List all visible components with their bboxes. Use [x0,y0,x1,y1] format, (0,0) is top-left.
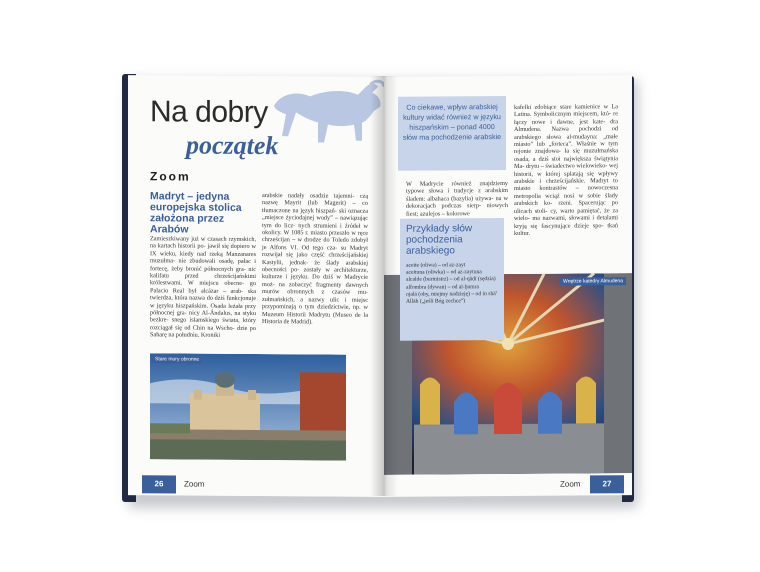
example-item: aceituna (oliwka) – od az-zaytuna [406,269,482,276]
left-page [128,75,384,497]
right-column-2: kafelki zdobiące stare kamienice w La Latina. Symbolicznym miejscem, któ- re łączy nowe i dawne, jest kate- dra Almudena. Nazwa pochodzi od arabskiego słowa al-mudayna: „małe miasto” lub „forteca”. Właśnie w tym rejonie znajdowa- ła się muzułmańska osada, a dziś stoi największa świątynia Ma- drytu – świadectwo wielowieko- wej historii, w której splatają się wpływy arabskie i chrześcijańskie. Madryt to miasto kontrastów – nowoczesna metropolia wciąż nosi w sobie ślady arabskich ko- rzeni. Spacerując po ulicach stoli- cy, warto pamiętać, że za wielo- ma nazwami, słowami i detalami kryją się fascynujące dzieje spo- tkań kultur. [514,103,618,237]
bull-illustration [266,76,384,151]
article-column-1: Zamieszkiwany już w czasach rzymskich, na kartach historii po- jawił się dopiero w IX wieku, kiedy nad rzeką Manzanares muzułma- nie zbudowali osadę, pałac i fortecę, żeby bronić północnych gra- nic kalifatu przed chrześcijańskimi królestwami. W miejscu obecne- go Palacio Real był alcázar – arab- ska twierdza, która nazwa do dziś funkcjonuje w języku hiszpańskim. Osada leżała przy północnej gra- nicy Al-Ándalus, na styku bezkre- snego islamskiego świata, który rozciągał się od Chin na Wscho- dzie po Saharę na południu. Kroniki [150,235,256,340]
example-item: alfombra (dywan) – od al-ḫumra [406,283,480,291]
right-column-1: W Madrycie również znajdziemy typowe słowa i tradycje z arabskim śladem: albahaca (bazylia) używa- na w dekoracjach podczas sierp- niowych fiest; azulejos – kolorowe [406,180,508,218]
article-title: Madryt – jedyna europejska stolica założona przez Arabów [150,190,242,236]
example-item: aceite (oliwa) – od az-zayt [406,262,466,269]
footer-label-right: Zoom [560,479,581,489]
article-column-2: arabskie nadały osadzie tajemni- czą nazwę Mayrit (lub Magerit) – co tłumaczone na język hiszpań- ski oznacza „miejsce życiodajnej wody” – nawiązując tym do licz- nych strumieni i źródeł w okolicy. W 1085 r. miasto przeszło w ręce chrześcijan – w drodze do Toledo zdobył je Alfons VI. Od tego cza- su Madryt rozwijał się jako część chrześcijańskiej Kastylii, jednak- że ślady arabskiej obecności po- zostały w architekturze, kulturze i języku. Do dziś w Madrycie moż- na zobaczyć fragmenty dawnych murów obronnych z czasów mu- zułmańskich, a nazwy ulic i miejsc przypominają o tym dziedzictwie, np. w Muzeum Historii Madrytu (Museo de la Historia de Madrid). [262,192,368,326]
examples-title: Przykłady słów pochodzenia arabskiego [406,223,473,257]
highlight-box: Co ciekawe, wpływ arabskiej kultury widać również w języku hiszpańskim – ponad 4000 słów ma pochodzenie arabskie [398,96,506,171]
page-title-line2: początek [186,130,279,161]
example-item: ojalá (oby, miejmy nadzieję) – od in shā’ Allāh („jeśli Bóg zechce”) [406,290,498,305]
open-book [120,70,640,506]
example-item: alcalde (burmistrz) – od al-qāḍī (sędzia) [406,276,496,284]
walls-photo-caption: Stare mury obronne [152,355,202,363]
cathedral-photo-caption: Wnętrze katedry Almudena [560,277,626,285]
walls-photo [150,353,346,460]
cathedral-walls-image [150,353,346,460]
page-number-left: 26 [142,475,176,493]
page-number-right: 27 [590,475,624,493]
examples-list [406,262,498,306]
footer-label-left: Zoom [184,479,205,489]
section-label: Zoom [150,169,191,184]
examples-box [400,218,504,341]
page-title-line1: Na dobry [150,95,268,130]
right-page [384,75,632,497]
